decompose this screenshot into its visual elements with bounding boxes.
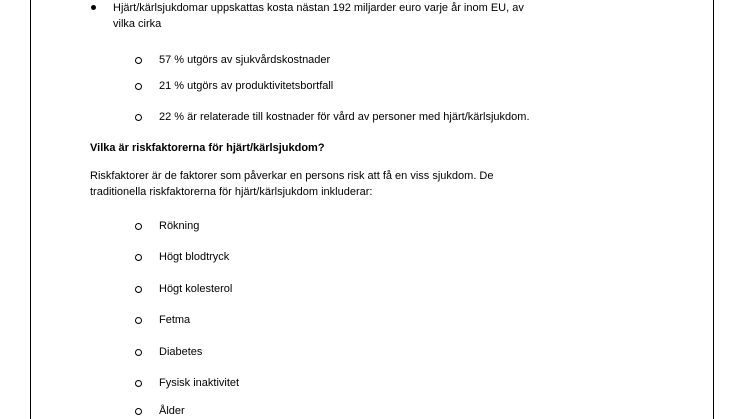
risk-factor-text: Ålder: [159, 405, 185, 417]
risk-factor-item: [0, 344, 700, 360]
page-right-border: [713, 0, 714, 419]
cost-item-text: 22 % är relaterade till kostnader för vård av personer med hjärt/kärlsjukdom.: [159, 111, 530, 123]
circle-bullet-icon: [135, 57, 142, 64]
cost-item-text: 57 % utgörs av sjukvårdskostnader: [159, 54, 331, 66]
risk-factor-text: Högt kolesterol: [159, 283, 233, 295]
risk-factor-text: Diabetes: [159, 346, 203, 358]
circle-bullet-icon: [135, 223, 142, 230]
circle-bullet-icon: [135, 380, 142, 387]
circle-bullet-icon: [135, 317, 142, 324]
risk-paragraph-line-1: Riskfaktorer är de faktorer som påverkar en persons risk att få en viss sjukdom. De: [90, 170, 494, 182]
cost-item-text: 21 % utgörs av produktivitetsbortfall: [159, 80, 334, 92]
cost-bullet-line-1: Hjärt/kärlsjukdomar uppskattas kosta nästan 192 miljarder euro varje år inom EU, av: [113, 2, 524, 14]
risk-factor-item: [0, 403, 700, 419]
circle-bullet-icon: [135, 114, 142, 121]
circle-bullet-icon: [135, 254, 142, 261]
risk-factor-text: Fysisk inaktivitet: [159, 377, 240, 389]
section-heading: Vilka är riskfaktorerna för hjärt/kärlsjukdom?: [90, 142, 325, 154]
risk-factor-text: Fetma: [159, 314, 191, 326]
risk-paragraph-line-2: traditionella riskfaktorerna för hjärt/kärlsjukdom inkluderar:: [90, 186, 373, 198]
cost-item: [0, 109, 700, 125]
risk-factor-item: [0, 312, 700, 328]
cost-item: [0, 78, 700, 94]
cost-item: [0, 52, 700, 68]
risk-factor-item: [0, 218, 700, 234]
bullet-dot-icon: [91, 5, 96, 10]
risk-factor-text: Högt blodtryck: [159, 251, 230, 263]
circle-bullet-icon: [135, 349, 142, 356]
risk-factor-item: [0, 375, 700, 391]
risk-factor-text: Rökning: [159, 220, 200, 232]
risk-factor-item: [0, 281, 700, 297]
circle-bullet-icon: [135, 408, 142, 415]
cost-bullet-line-2: vilka cirka: [113, 18, 162, 30]
circle-bullet-icon: [135, 286, 142, 293]
circle-bullet-icon: [135, 83, 142, 90]
risk-factor-item: [0, 249, 700, 265]
